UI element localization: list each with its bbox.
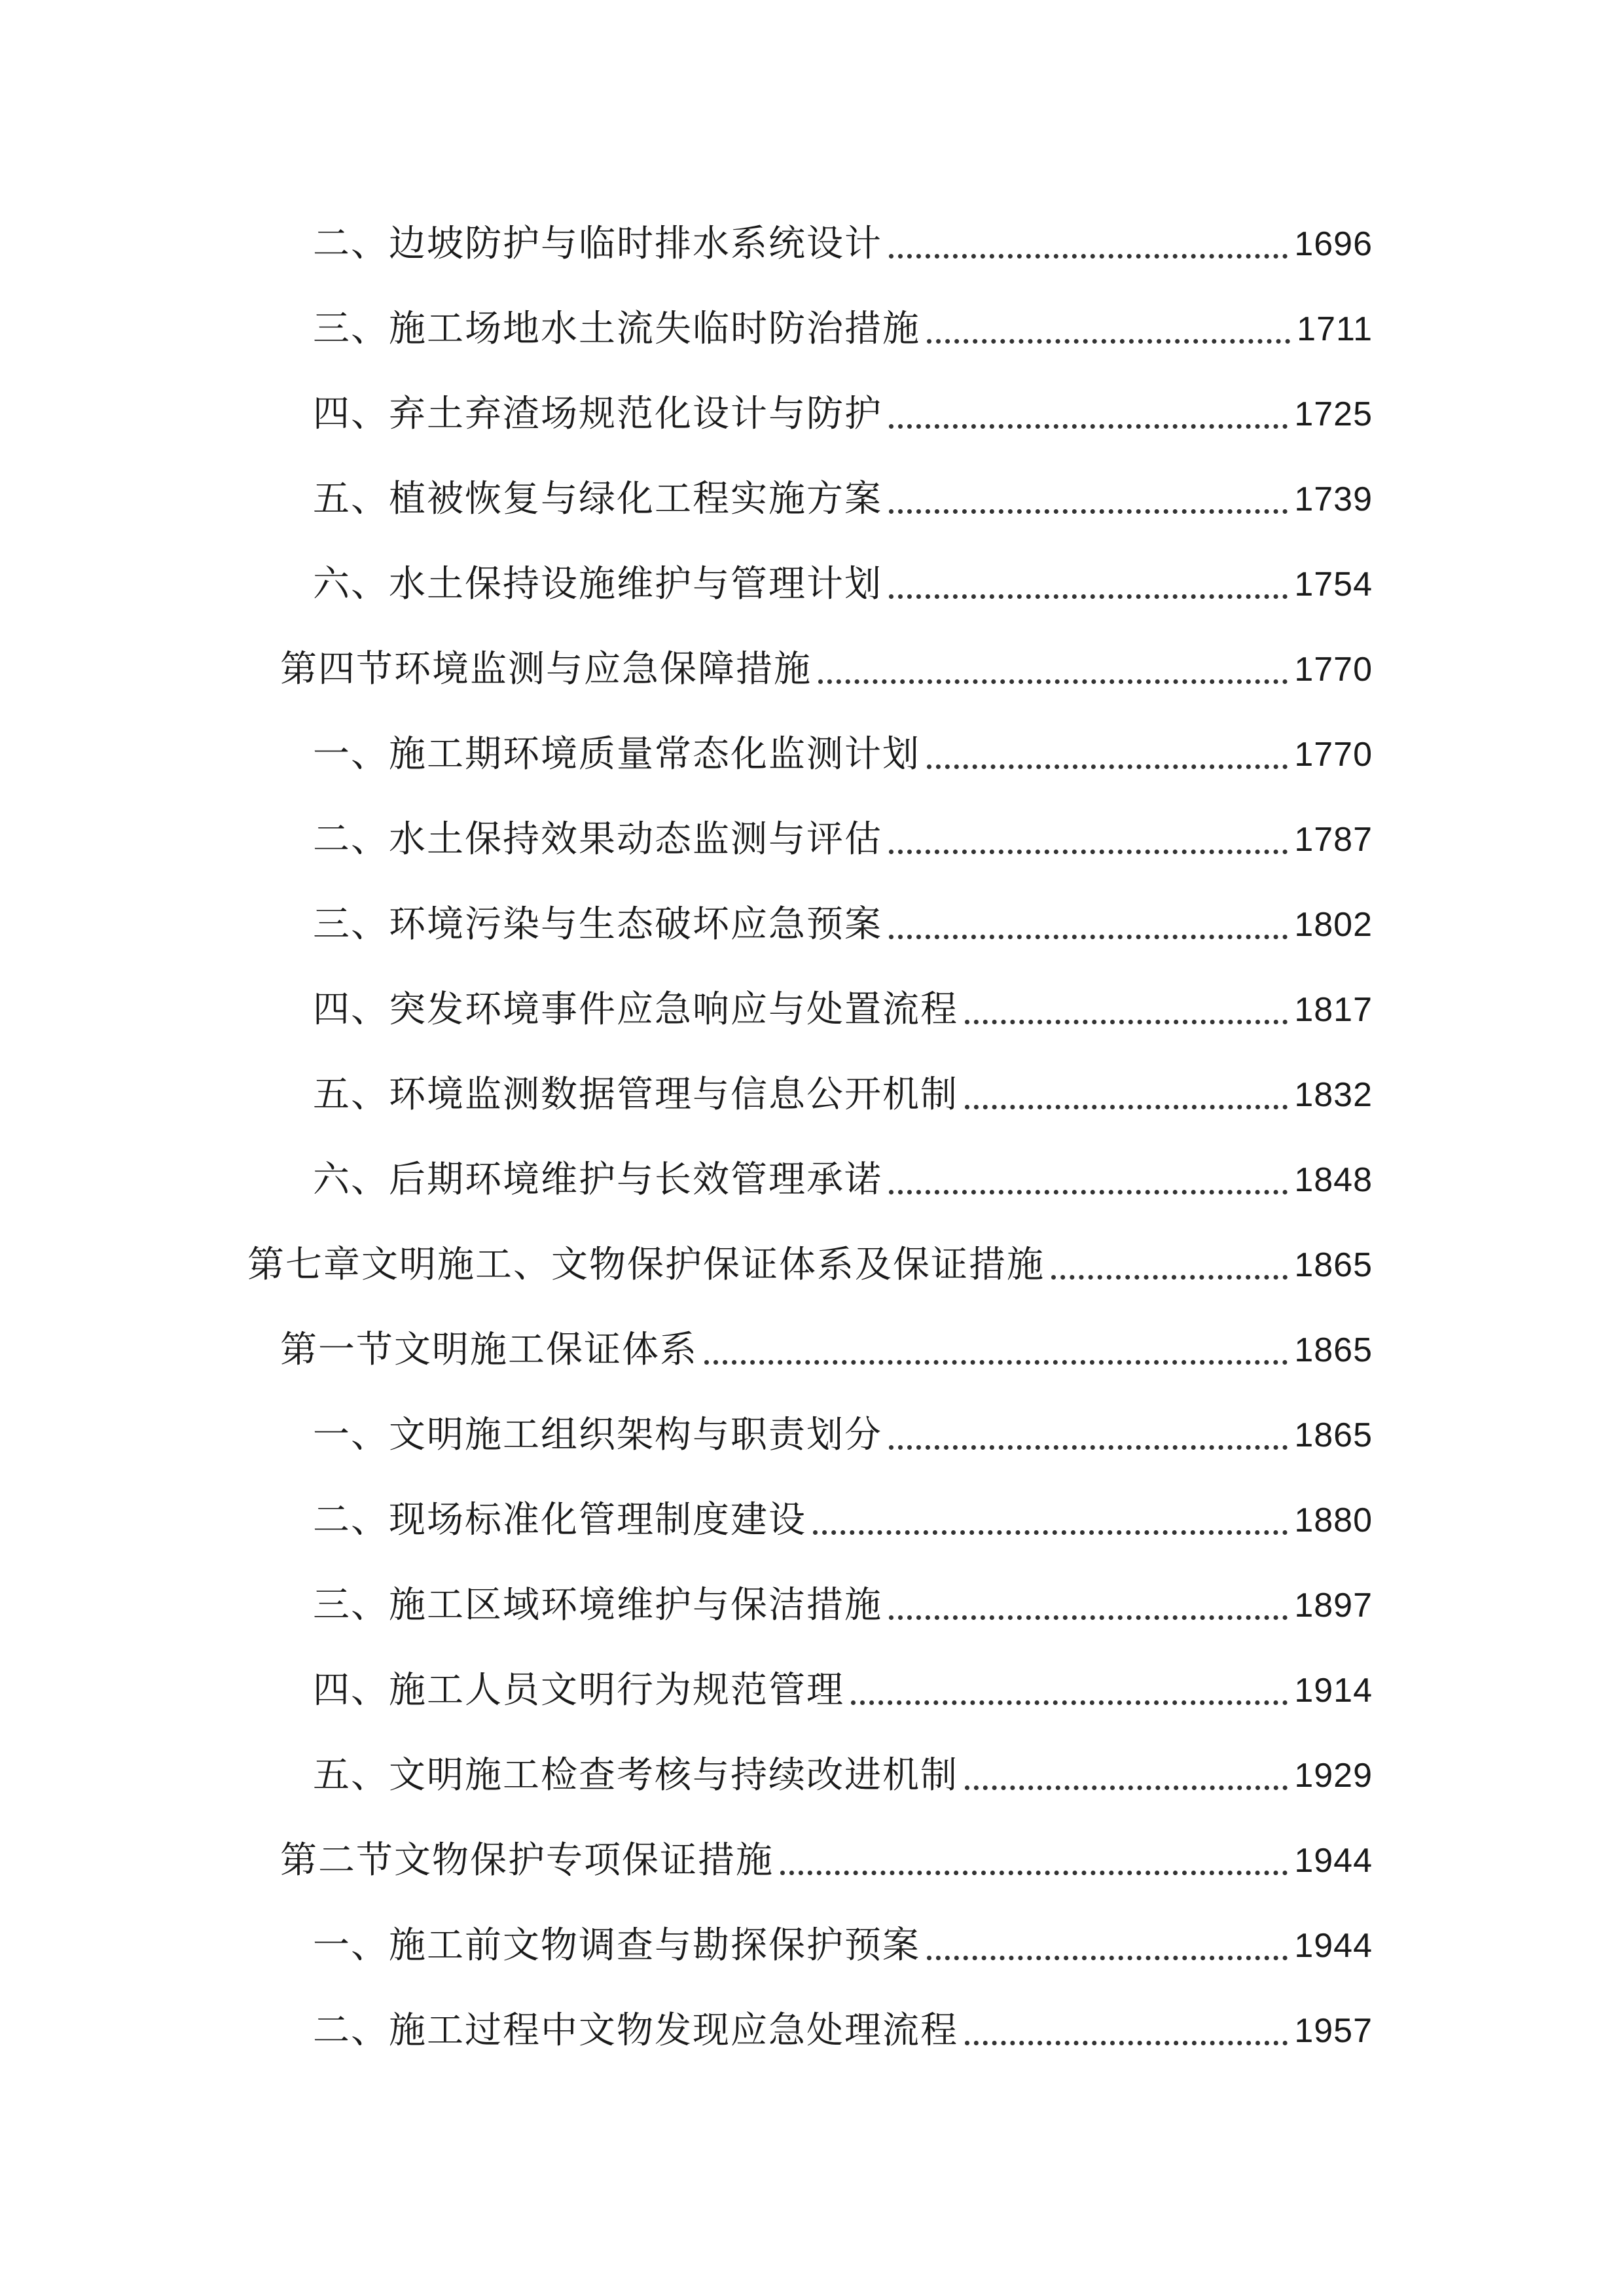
dot-leader [965, 2041, 1288, 2045]
table-of-contents [0, 202, 1624, 2073]
toc-entry-page: 1897 [1294, 1587, 1373, 1624]
toc-entry-title: 三、施工区域环境维护与保洁措施 [313, 1584, 882, 1626]
toc-entry-title: 二、边坡防护与临时排水系统设计 [313, 223, 882, 265]
toc-entry-title: 六、后期环境维护与长效管理承诺 [313, 1158, 882, 1201]
toc-entry-title: 二、水土保持效果动态监测与评估 [313, 818, 882, 861]
toc-entry[interactable] [0, 372, 1624, 457]
toc-entry-title: 五、植被恢复与绿化工程实施方案 [313, 478, 882, 520]
toc-entry-title: 第七章文明施工、文物保护保证体系及保证措施 [247, 1244, 1045, 1286]
toc-entry[interactable] [0, 1988, 1624, 2073]
toc-entry-title: 四、弃土弃渣场规范化设计与防护 [313, 393, 882, 435]
dot-leader [927, 339, 1290, 344]
toc-entry-page: 1725 [1294, 395, 1373, 433]
toc-entry[interactable] [0, 1478, 1624, 1563]
dot-leader [889, 935, 1288, 939]
toc-entry-page: 1944 [1294, 1842, 1373, 1880]
toc-entry-page: 1817 [1294, 991, 1373, 1029]
toc-entry-title: 三、施工场地水土流失临时防治措施 [313, 308, 920, 350]
toc-entry-title: 五、文明施工检查考核与持续改进机制 [313, 1754, 958, 1797]
toc-entry-page: 1848 [1294, 1161, 1373, 1199]
toc-section-entry[interactable] [0, 627, 1624, 712]
toc-entry[interactable] [0, 882, 1624, 967]
toc-chapter-entry[interactable] [0, 1223, 1624, 1308]
toc-entry-page: 1739 [1294, 480, 1373, 518]
dot-leader [965, 1105, 1288, 1109]
toc-entry-page: 1865 [1294, 1416, 1373, 1454]
toc-entry-page: 1770 [1294, 736, 1373, 774]
toc-entry[interactable] [0, 457, 1624, 542]
toc-entry-page: 1929 [1294, 1757, 1373, 1795]
toc-entry[interactable] [0, 1052, 1624, 1138]
toc-entry-title: 五、环境监测数据管理与信息公开机制 [313, 1073, 958, 1116]
toc-entry-title: 一、文明施工组织架构与职责划分 [313, 1414, 882, 1456]
toc-entry-title: 二、现场标准化管理制度建设 [313, 1499, 806, 1541]
toc-entry[interactable] [0, 712, 1624, 797]
toc-entry-page: 1696 [1294, 225, 1373, 263]
toc-entry[interactable] [0, 1138, 1624, 1223]
toc-entry-page: 1957 [1294, 2012, 1373, 2050]
dot-leader [889, 424, 1288, 429]
toc-entry-title: 第一节文明施工保证体系 [280, 1329, 698, 1371]
toc-entry[interactable] [0, 202, 1624, 287]
toc-entry-page: 1865 [1294, 1246, 1373, 1284]
dot-leader [1051, 1275, 1288, 1280]
toc-entry[interactable] [0, 1903, 1624, 1988]
toc-entry[interactable] [0, 542, 1624, 627]
toc-entry-title: 三、环境污染与生态破坏应急预案 [313, 903, 882, 946]
dot-leader [889, 254, 1288, 259]
dot-leader [851, 1700, 1288, 1705]
toc-entry-title: 六、水土保持设施维护与管理计划 [313, 563, 882, 605]
dot-leader [889, 1445, 1288, 1450]
toc-entry[interactable] [0, 1393, 1624, 1478]
toc-entry-title: 第四节环境监测与应急保障措施 [280, 648, 812, 691]
dot-leader [818, 679, 1288, 684]
dot-leader [927, 1956, 1288, 1960]
toc-entry-page: 1802 [1294, 906, 1373, 944]
dot-leader [965, 1785, 1288, 1790]
toc-entry-title: 一、施工前文物调查与勘探保护预案 [313, 1924, 920, 1967]
dot-leader [889, 594, 1288, 599]
dot-leader [927, 764, 1288, 769]
toc-entry-page: 1865 [1294, 1331, 1373, 1369]
dot-leader [813, 1530, 1288, 1535]
toc-entry-page: 1880 [1294, 1501, 1373, 1539]
toc-entry-title: 四、施工人员文明行为规范管理 [313, 1669, 844, 1712]
toc-entry-title: 四、突发环境事件应急响应与处置流程 [313, 988, 958, 1031]
toc-entry-page: 1914 [1294, 1672, 1373, 1710]
toc-entry-page: 1770 [1294, 651, 1373, 689]
toc-entry-page: 1944 [1294, 1927, 1373, 1965]
toc-entry[interactable] [0, 1563, 1624, 1648]
dot-leader [889, 509, 1288, 514]
toc-entry-title: 第二节文物保护专项保证措施 [280, 1839, 774, 1882]
toc-entry-page: 1711 [1297, 310, 1373, 348]
dot-leader [889, 1190, 1288, 1194]
toc-entry-page: 1787 [1294, 821, 1373, 859]
toc-entry-title: 二、施工过程中文物发现应急处理流程 [313, 2009, 958, 2052]
toc-entry[interactable] [0, 967, 1624, 1052]
toc-entry[interactable] [0, 287, 1624, 372]
dot-leader [889, 1615, 1288, 1620]
toc-entry[interactable] [0, 797, 1624, 882]
toc-section-entry[interactable] [0, 1308, 1624, 1393]
toc-entry[interactable] [0, 1733, 1624, 1818]
dot-leader [704, 1360, 1288, 1365]
toc-entry-title: 一、施工期环境质量常态化监测计划 [313, 733, 920, 776]
dot-leader [965, 1020, 1288, 1024]
toc-entry-page: 1754 [1294, 565, 1373, 603]
dot-leader [889, 850, 1288, 854]
toc-section-entry[interactable] [0, 1818, 1624, 1903]
toc-entry-page: 1832 [1294, 1076, 1373, 1114]
dot-leader [780, 1871, 1288, 1875]
toc-entry[interactable] [0, 1648, 1624, 1733]
